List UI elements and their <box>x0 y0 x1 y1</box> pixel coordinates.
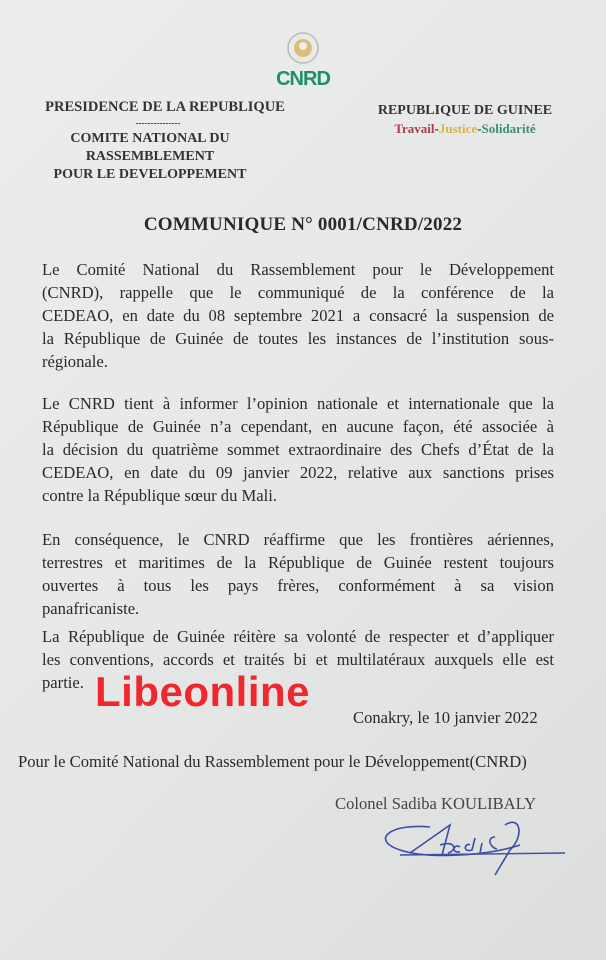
text-line: Le CNRD tient à informer l’opinion nationale et internationale que la <box>42 394 554 413</box>
text-line: La République de Guinée réitère sa volonté de respecter et d’appliquer <box>42 627 554 646</box>
text-line: panafricaniste. <box>42 599 140 618</box>
text-line: CEDEAO, en date du 09 janvier 2022, relative aux sanctions prises <box>42 463 554 482</box>
motto-word: Justice <box>438 121 478 136</box>
place-date: Conakry, le 10 janvier 2022 <box>353 708 538 727</box>
text-line: CEDEAO, en date du 08 septembre 2021 a consacré la suspension de <box>42 306 554 325</box>
separator: --------------- <box>135 118 181 128</box>
org-line: RASSEMBLEMENT <box>85 149 215 164</box>
signature <box>370 815 580 885</box>
text-line: la décision du quatrième sommet extraordinaire des Chefs d’État de la <box>42 440 554 459</box>
text-line: ouvertes à tous les pays frères, conformément à sa vision <box>42 576 554 595</box>
left-header <box>40 98 290 184</box>
communique-title: COMMUNIQUE N° 0001/CNRD/2022 <box>143 214 463 235</box>
paragraph-2 <box>42 392 554 507</box>
motto-word: Solidarité <box>481 121 536 136</box>
text-line: contre la République sœur du Mali. <box>42 486 278 505</box>
text-line: terrestres et maritimes de la République de Guinée restent toujours <box>42 553 554 572</box>
motto-dash: - <box>477 121 482 136</box>
logo-text: CNRD <box>276 68 330 90</box>
text-line: République de Guinée n’a cependant, en aucune façon, été associée à <box>42 417 554 436</box>
on-behalf-line: Pour le Comité National du Rassemblement pour le Développement(CNRD) <box>18 752 527 771</box>
org-line: POUR LE DEVELOPPEMENT <box>53 167 247 182</box>
text-line: partie. <box>42 673 84 692</box>
org-line: COMITE NATIONAL DU <box>70 131 230 146</box>
text-line: les conventions, accords et traités bi et multilatéraux auxquels elle est <box>42 650 554 669</box>
paragraph-3 <box>42 528 554 620</box>
text-line: régionale. <box>42 352 108 371</box>
country-label: REPUBLIQUE DE GUINEE <box>377 103 553 118</box>
motto-word: Travail <box>394 121 435 136</box>
cnrd-logo <box>270 30 336 92</box>
emblem-icon <box>270 30 336 66</box>
text-line: Le Comité National du Rassemblement pour le Développement <box>42 260 554 279</box>
motto <box>360 120 570 138</box>
signatory-name: Colonel Sadiba KOULIBALY <box>335 794 537 813</box>
text-line: En conséquence, le CNRD réaffirme que les frontières aériennes, <box>42 530 554 549</box>
motto-dash: - <box>434 121 439 136</box>
right-header <box>360 102 570 138</box>
presidency-label: PRESIDENCE DE LA REPUBLIQUE <box>45 99 285 115</box>
watermark: Libeonline <box>95 668 310 715</box>
paragraph-1 <box>42 258 554 373</box>
text-line: la République de Guinée de toutes les instances de l’institution sous- <box>42 329 554 348</box>
text-line: (CNRD), rappelle que le communiqué de la conférence de la <box>42 283 554 302</box>
